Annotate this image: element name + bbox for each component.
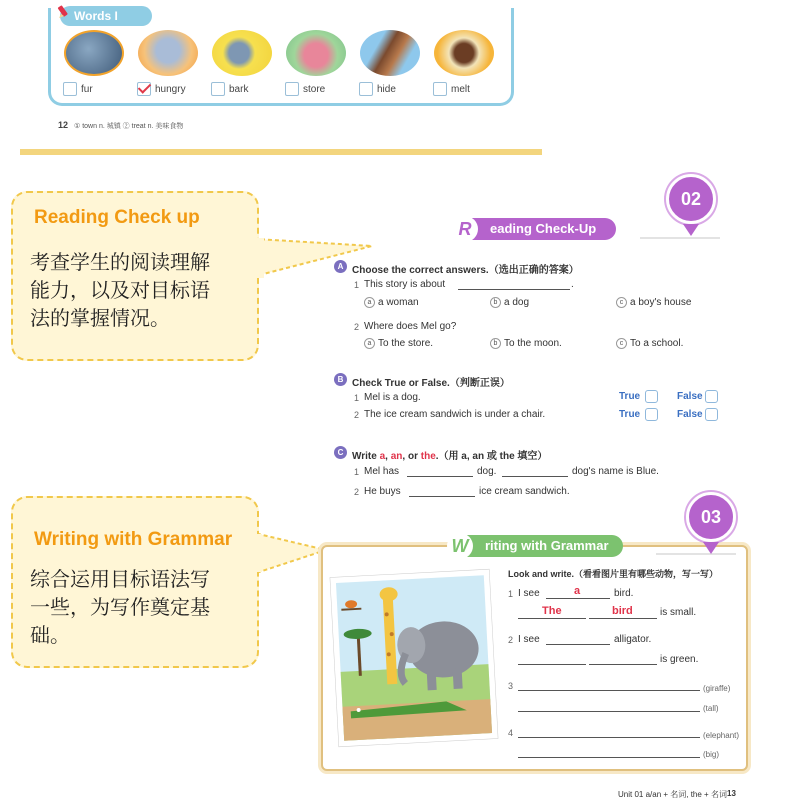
word-hint: (tall) bbox=[703, 704, 719, 713]
word-label: store bbox=[303, 83, 326, 95]
word-label: hide bbox=[377, 83, 396, 95]
question-number: 3 bbox=[508, 681, 514, 691]
badge-tip bbox=[683, 224, 699, 236]
question-number: 2 bbox=[354, 410, 360, 420]
sentence-part: bird. bbox=[614, 588, 634, 599]
question-text: Where does Mel go? bbox=[364, 321, 457, 332]
callout-joint bbox=[250, 238, 264, 278]
store-picture bbox=[286, 30, 346, 76]
answer-blank[interactable] bbox=[518, 664, 586, 665]
bark-picture bbox=[212, 30, 272, 76]
word-label: bark bbox=[229, 83, 249, 95]
option[interactable]: a To the store. bbox=[364, 338, 433, 349]
question-number: 2 bbox=[508, 635, 514, 645]
page-number-left: 12 bbox=[58, 120, 69, 130]
reading-header-letter: R bbox=[452, 216, 478, 242]
footer-unit: Unit 01 a/an + 名词, the + 名词 bbox=[618, 790, 727, 799]
question-number: 1 bbox=[508, 589, 514, 599]
word-item-hungry bbox=[137, 30, 199, 96]
word-hint: (giraffe) bbox=[703, 684, 731, 693]
word-item-bark bbox=[211, 30, 273, 96]
sample-answer: The bbox=[542, 605, 562, 617]
part-a-title: Choose the correct answers.（选出正确的答案） bbox=[352, 265, 579, 276]
part-b-marker: B bbox=[334, 373, 347, 386]
part-c-title: Write a, an, or the.（用 a, an 或 the 填空） bbox=[352, 451, 548, 462]
word-hint: (big) bbox=[703, 750, 720, 759]
callout-writing-text: 综合运用目标语法写 一些，为写作奠定基 础。 bbox=[30, 567, 210, 647]
question-text: This story is about bbox=[364, 279, 446, 290]
sentence-part: He buys bbox=[364, 486, 401, 497]
word-item-store bbox=[285, 30, 347, 96]
question-number: 4 bbox=[508, 728, 514, 738]
word-label: fur bbox=[81, 83, 93, 95]
sentence-part: alligator. bbox=[614, 634, 652, 645]
section-badge-02: 02 bbox=[666, 174, 716, 224]
option[interactable]: b a dog bbox=[490, 297, 529, 308]
question-number: 1 bbox=[354, 280, 360, 290]
answer-blank[interactable] bbox=[502, 476, 568, 477]
animals-picture bbox=[330, 569, 499, 747]
writing-header-letter: W bbox=[447, 533, 473, 559]
checkbox-hide[interactable] bbox=[359, 82, 373, 96]
true-checkbox[interactable] bbox=[645, 408, 658, 421]
callout-writing-title: Writing with Grammar bbox=[34, 529, 233, 550]
question-number: 2 bbox=[354, 322, 360, 332]
word-label: melt bbox=[451, 83, 470, 95]
checkbox-melt[interactable] bbox=[433, 82, 447, 96]
hungry-picture bbox=[138, 30, 198, 76]
reading-header: eading Check-Up bbox=[456, 218, 616, 240]
sentence-part: Mel has bbox=[364, 466, 400, 477]
badge-underline bbox=[656, 553, 736, 555]
sample-answer: bird bbox=[612, 605, 633, 617]
answer-blank[interactable] bbox=[589, 618, 657, 619]
answer-line[interactable] bbox=[518, 737, 700, 738]
callout-reading-text: 考查学生的阅读理解 能力，以及对目标语 法的掌握情况。 bbox=[30, 250, 210, 330]
page-number-right: 13 bbox=[727, 789, 736, 798]
answer-blank[interactable] bbox=[458, 289, 570, 290]
section-badge-03: 03 bbox=[686, 492, 736, 542]
sentence-part: ice cream sandwich. bbox=[479, 486, 570, 497]
callout-reading-title: Reading Check up bbox=[34, 207, 200, 228]
false-checkbox[interactable] bbox=[705, 390, 718, 403]
checkbox-fur[interactable] bbox=[63, 82, 77, 96]
sentence-part: dog's name is Blue. bbox=[572, 466, 659, 477]
sentence-part: is small. bbox=[660, 607, 697, 618]
fur-picture bbox=[64, 30, 124, 76]
answer-blank[interactable] bbox=[518, 618, 586, 619]
word-item-melt bbox=[433, 30, 495, 96]
sentence-part: I see bbox=[518, 634, 540, 645]
melt-picture bbox=[434, 30, 494, 76]
sample-answer: a bbox=[574, 585, 581, 597]
answer-blank[interactable] bbox=[546, 644, 610, 645]
answer-blank[interactable] bbox=[409, 496, 475, 497]
question-end: . bbox=[571, 279, 574, 290]
option[interactable]: b To the moon. bbox=[490, 338, 562, 349]
sentence-part: I see bbox=[518, 588, 540, 599]
true-label: True bbox=[619, 409, 641, 420]
sentence-part: is green. bbox=[660, 654, 699, 665]
statement-text: Mel is a dog. bbox=[364, 392, 421, 403]
false-checkbox[interactable] bbox=[705, 408, 718, 421]
answer-blank[interactable] bbox=[589, 664, 657, 665]
option[interactable]: a a woman bbox=[364, 297, 419, 308]
false-label: False bbox=[677, 409, 703, 420]
checkbox-hungry[interactable] bbox=[137, 82, 151, 96]
sentence-part: dog. bbox=[477, 466, 497, 477]
badge-underline bbox=[640, 237, 720, 239]
answer-line[interactable] bbox=[518, 711, 700, 712]
pencil-icon bbox=[56, 4, 72, 20]
checkbox-bark[interactable] bbox=[211, 82, 225, 96]
word-label: hungry bbox=[155, 83, 186, 95]
option[interactable]: c a boy's house bbox=[616, 297, 691, 308]
writing-header: riting with Grammar bbox=[451, 535, 623, 557]
hide-picture bbox=[360, 30, 420, 76]
answer-blank[interactable] bbox=[546, 598, 610, 599]
word-hint: (elephant) bbox=[703, 731, 740, 740]
footnote: ① town n. 城镇 ② treat n. 美味食物 bbox=[74, 123, 184, 130]
answer-line[interactable] bbox=[518, 690, 700, 691]
question-number: 1 bbox=[354, 393, 360, 403]
checkbox-store[interactable] bbox=[285, 82, 299, 96]
statement-text: The ice cream sandwich is under a chair. bbox=[364, 409, 546, 420]
word-item-hide bbox=[359, 30, 421, 96]
words-i-know-tag: Words I bbox=[60, 6, 152, 26]
false-label: False bbox=[677, 391, 703, 402]
option[interactable]: c To a school. bbox=[616, 338, 683, 349]
badge-tip bbox=[703, 542, 719, 554]
part-b-title: Check True or False.（判断正误） bbox=[352, 378, 510, 389]
question-number: 2 bbox=[354, 487, 360, 497]
callout-pointer-writing bbox=[250, 520, 330, 590]
answer-line[interactable] bbox=[518, 757, 700, 758]
true-label: True bbox=[619, 391, 641, 402]
part-c-marker: C bbox=[334, 446, 347, 459]
callout-joint bbox=[250, 534, 262, 572]
word-item-fur bbox=[63, 30, 125, 96]
part-a-marker: A bbox=[334, 260, 347, 273]
answer-blank[interactable] bbox=[407, 476, 473, 477]
question-number: 1 bbox=[354, 467, 360, 477]
writing-instruction: Look and write.（看看图片里有哪些动物，写一写） bbox=[508, 569, 719, 579]
true-checkbox[interactable] bbox=[645, 390, 658, 403]
